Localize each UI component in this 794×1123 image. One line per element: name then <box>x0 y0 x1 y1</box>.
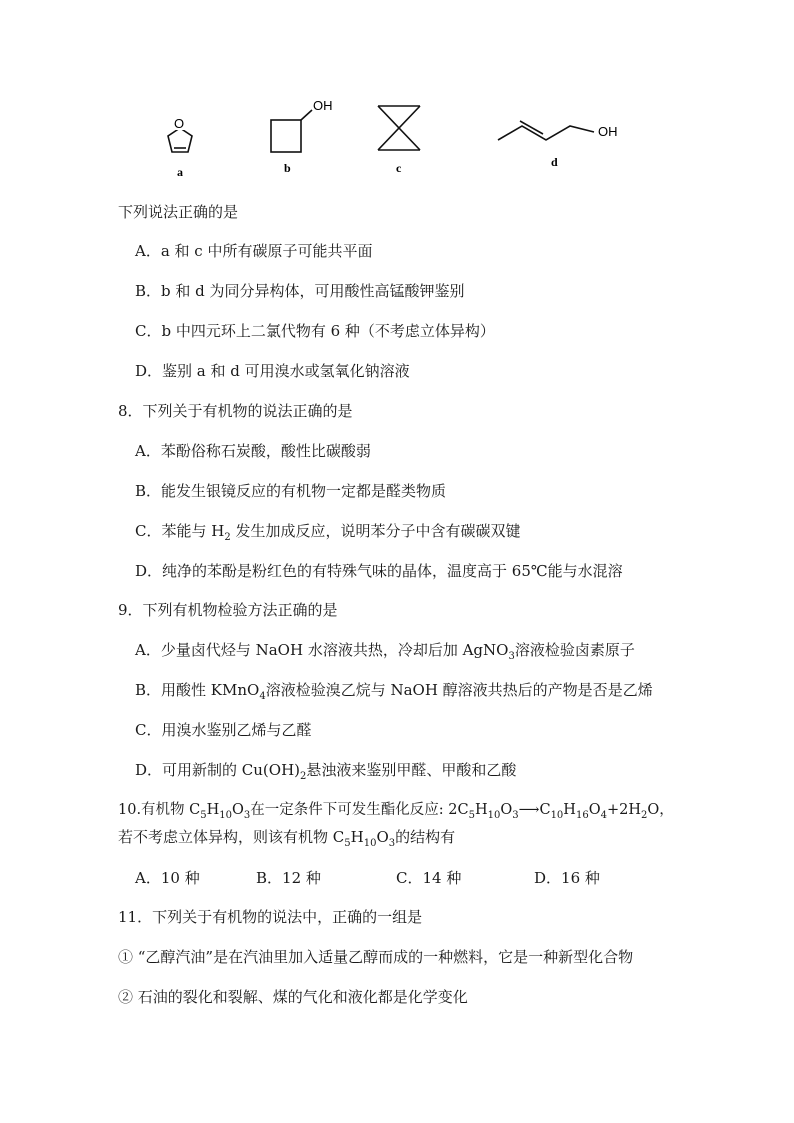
q7-option-c: C．b 中四元环上二氯代物有 6 种（不考虑立体异构） <box>135 322 495 340</box>
q10-sub: 10 <box>363 838 377 849</box>
q10-sub: 3 <box>243 809 251 821</box>
q7-stem: 下列说法正确的是 <box>118 203 239 221</box>
q9-stem: 9．下列有机物检验方法正确的是 <box>118 601 338 619</box>
structure-c <box>378 106 420 150</box>
q9-b-post: 溶液检验溴乙烷与 NaOH 醇溶液共热后的产物是否是乙烯 <box>265 681 653 699</box>
q9-option-c: C．用溴水鉴别乙烯与乙醛 <box>135 721 312 739</box>
structure-d <box>498 121 594 140</box>
q9-a-pre: A．少量卤代烃与 NaOH 水溶液共热，冷却后加 AgNO <box>135 641 509 659</box>
q10-prod-pre: C <box>539 802 551 818</box>
q10-h: H <box>206 802 220 818</box>
q7-option-b: B．b 和 d 为同分异构体，可用酸性高锰酸钾鉴别 <box>135 282 465 300</box>
q10-end: O， <box>647 802 674 818</box>
q10-o: O <box>500 802 513 818</box>
q10-h: H <box>350 828 364 846</box>
q9-b-pre: B．用酸性 KMnO <box>135 681 260 699</box>
q10-sub: 10 <box>219 809 233 821</box>
q8-option-d: D．纯净的苯酚是粉红色的有特殊气味的晶体，温度高于 65℃能与水混溶 <box>135 562 623 580</box>
structure-c-label: c <box>396 161 402 175</box>
q10-o: O <box>376 828 389 846</box>
q8-stem: 8．下列关于有机物的说法正确的是 <box>118 402 353 420</box>
q10-prod-post: +2H <box>606 802 641 818</box>
structure-d-group: OH <box>598 124 618 139</box>
structure-b <box>271 110 312 152</box>
q7-option-a: A．a 和 c 中所有碳原子可能共平面 <box>135 242 373 260</box>
q9-option-a <box>135 640 635 667</box>
q9-option-b <box>135 680 653 707</box>
q9-option-d <box>135 760 516 787</box>
q10-stem-pre: 10.有机物 C <box>118 802 201 818</box>
q10-sub: 5 <box>200 809 207 821</box>
q10-sub: 3 <box>388 838 396 849</box>
q7-option-d: D．鉴别 a 和 d 可用溴水或氢氧化钠溶液 <box>135 362 410 380</box>
q10-stem <box>118 800 674 826</box>
structure-a-atom: O <box>174 116 185 131</box>
q11-stem: 11．下列关于有机物的说法中，正确的一组是 <box>118 908 423 926</box>
q10-option-d: D．16 种 <box>534 869 600 887</box>
q9-b-sub: 4 <box>259 691 266 702</box>
q10-sub: 5 <box>344 838 351 849</box>
q8-c-pre: C．苯能与 H <box>135 522 225 540</box>
q10-sub: 4 <box>600 809 607 821</box>
q10-line2-post: 的结构有 <box>395 828 456 846</box>
q10-sub: 10 <box>487 809 501 821</box>
q10-stem-mid: 在一定条件下可发生酯化反应: 2C <box>250 802 469 818</box>
structure-figures <box>150 92 670 182</box>
q10-option-c: C．14 种 <box>396 869 462 887</box>
q10-h: H <box>475 802 488 818</box>
q8-option-c <box>135 521 520 548</box>
q8-c-post: 发生加成反应，说明苯分子中含有碳碳双键 <box>230 522 521 540</box>
q8-option-b: B．能发生银镜反应的有机物一定都是醛类物质 <box>135 482 447 500</box>
q10-sub: 2 <box>640 809 648 821</box>
structure-a <box>168 128 192 152</box>
q11-item-1: ① “乙醇汽油”是在汽油里加入适量乙醇而成的一种燃料，它是一种新型化合物 <box>118 948 634 966</box>
q10-sub: 5 <box>468 809 475 821</box>
structure-d-label: d <box>551 155 558 169</box>
q10-sub: 10 <box>550 809 564 821</box>
q10-option-b: B．12 种 <box>256 869 321 887</box>
q9-d-pre: D．可用新制的 Cu(OH) <box>135 761 301 779</box>
structure-a-label: a <box>177 165 183 179</box>
q10-line2-pre: 若不考虑立体异构，则该有机物 C <box>118 828 345 846</box>
q9-d-sub: 2 <box>300 771 307 782</box>
q10-sub: 16 <box>575 809 589 821</box>
q9-a-post: 溶液检验卤素原子 <box>514 641 635 659</box>
q10-h: H <box>563 802 576 818</box>
q8-c-sub: 2 <box>224 532 231 543</box>
q10-o: O <box>232 802 244 818</box>
q10-sub: 3 <box>512 809 519 821</box>
structure-b-group: OH <box>313 98 333 113</box>
q9-d-post: 悬浊液来鉴别甲醛、甲酸和乙酸 <box>306 761 517 779</box>
q10-line2 <box>118 827 455 854</box>
q10-option-a: A．10 种 <box>135 869 200 887</box>
structure-b-label: b <box>284 161 291 175</box>
q9-a-sub: 3 <box>508 651 515 662</box>
q10-o: O <box>588 802 601 818</box>
q11-item-2: ② 石油的裂化和裂解、煤的气化和液化都是化学变化 <box>118 988 468 1006</box>
q10-arrow: ⟶ <box>518 802 540 818</box>
q8-option-a: A．苯酚俗称石炭酸，酸性比碳酸弱 <box>135 442 371 460</box>
